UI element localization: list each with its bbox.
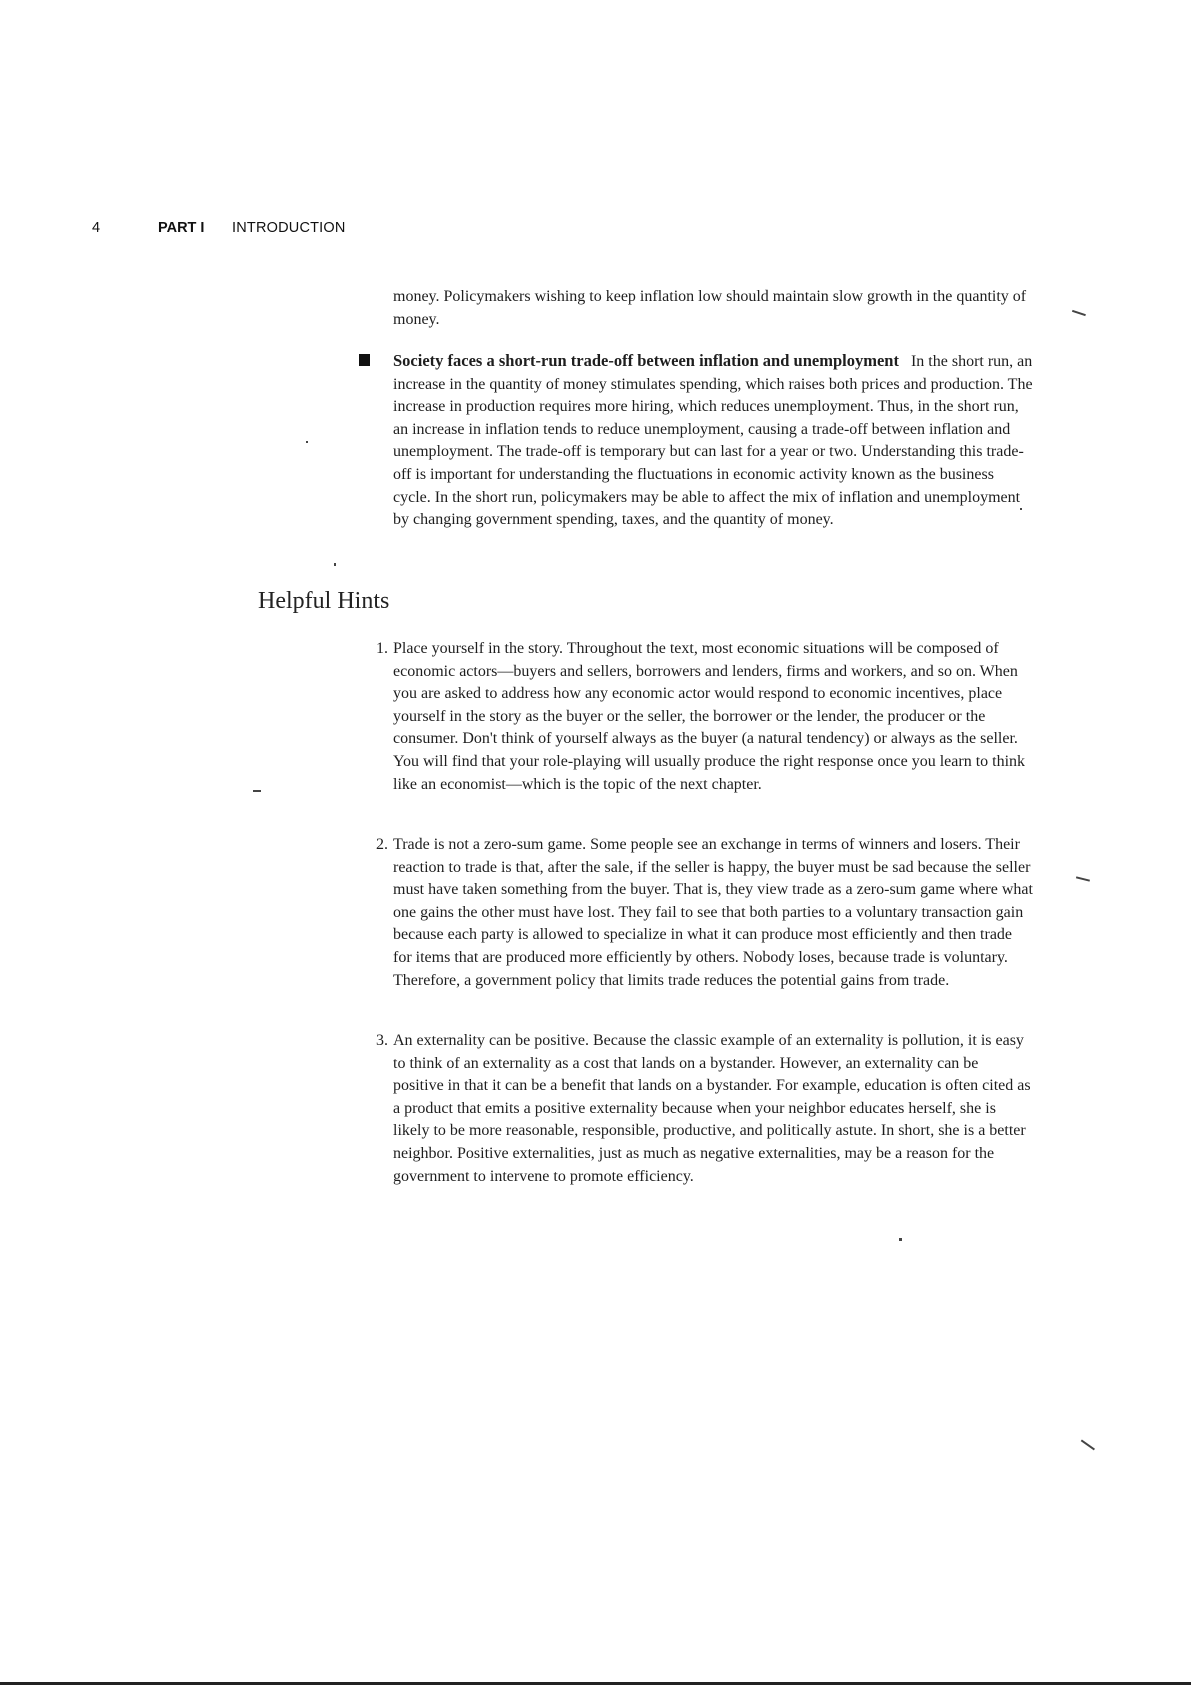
principle-text bbox=[393, 350, 1033, 532]
scan-speck bbox=[1076, 876, 1090, 881]
scan-speck bbox=[1020, 508, 1022, 510]
scan-speck bbox=[1072, 310, 1086, 316]
scan-speck bbox=[253, 790, 261, 792]
principle-body: In the short run, an increase in the quantity of money stimulates spending, which raises both prices and production. The increase in production requires more hiring, which reduces unemployment. Thus, in the short run, an increase in inflation tends to reduce unemployment, causing a trade-off between inflation and unemployment. The trade-off is temporary but can last for a year or two. Understanding this trade-off is important for understanding the fluctuations in economic activity known as the business cycle. In the short run, policymakers may be able to affect the mix of inflation and unemployment by changing government spending, taxes, and the quantity of money. bbox=[393, 353, 1033, 529]
hint-text: Trade is not a zero-sum game. Some people see an exchange in terms of winners and losers. Their reaction to trade is that, after the sale, if the seller is happy, the buyer must be sad because the seller must have taken something from the buyer. That is, they view trade as a zero-sum game where what one gains the other must have lost. They fail to see that both parties to a voluntary transaction gain because each party is allowed to specialize in what it can produce most efficiently and then trade for items that are produced more efficiently by others. Nobody loses, because trade is voluntary. Therefore, a government policy that limits trade reduces the potential gains from trade. bbox=[393, 836, 1033, 989]
principle-title: Society faces a short-run trade-off between inflation and unemployment bbox=[393, 351, 899, 370]
hint-text: Place yourself in the story. Throughout the text, most economic situations will be composed of economic actors—buyers and sellers, borrowers and lenders, firms and workers, and so on. When you are asked to address how any economic actor would respond to economic incentives, place yourself in the story as the buyer or the seller, the borrower or the lender, the producer or the consumer. Don't think of yourself always as the buyer (a natural tendency) or always as the seller. You will find that your role-playing will usually produce the right response once you learn to think like an economist—which is the topic of the next chapter. bbox=[393, 640, 1026, 793]
part-label: PART I bbox=[158, 220, 205, 236]
scan-speck bbox=[306, 441, 308, 443]
section-label: INTRODUCTION bbox=[232, 220, 346, 236]
scan-speck bbox=[334, 563, 336, 566]
hint-number: 1. bbox=[376, 640, 388, 657]
continuation-paragraph: money. Policymakers wishing to keep inflation low should maintain slow growth in the quantity of money. bbox=[393, 288, 1027, 328]
page-number: 4 bbox=[92, 220, 101, 236]
hint-number: 3. bbox=[376, 1032, 388, 1049]
helpful-hints-heading: Helpful Hints bbox=[258, 588, 390, 614]
scan-speck bbox=[1081, 1440, 1095, 1450]
scan-speck bbox=[899, 1238, 902, 1241]
hint-number: 2. bbox=[376, 836, 388, 853]
hint-text: An externality can be positive. Because the classic example of an externality is pollution, it is easy to think of an externality as a cost that lands on a bystander. However, an externality can be positive in that it can be a benefit that lands on a bystander. For example, education is often cited as a product that emits a positive externality because when your neighbor educates herself, she is likely to be more reasonable, responsible, productive, and politically astute. In short, she is a better neighbor. Positive externalities, just as much as negative externalities, may be a reason for the government to intervene to promote efficiency. bbox=[393, 1032, 1031, 1185]
square-bullet-icon bbox=[359, 354, 370, 366]
